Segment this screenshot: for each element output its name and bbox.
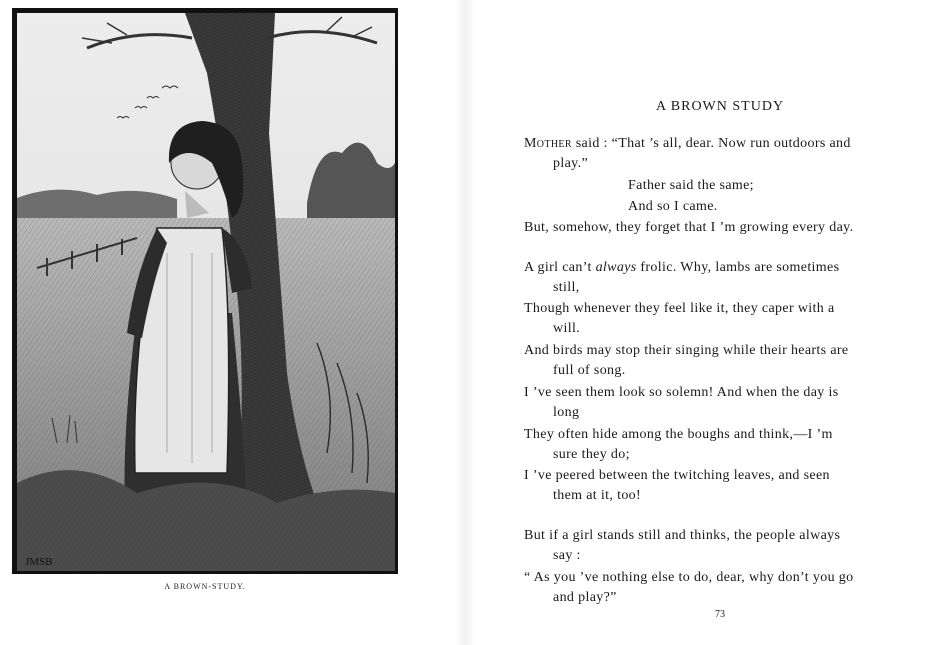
poem-line-continuation: and play?” [553, 590, 617, 605]
poem-line-continuation: play.” [553, 156, 589, 171]
page-number: 73 [715, 609, 725, 620]
poem-line: I ’ve peered between the twitching leaves, and seen [524, 468, 830, 483]
poem-line-continuation: will. [553, 321, 581, 336]
poem-line-continuation: say : [553, 548, 581, 563]
poem-line [524, 259, 839, 277]
poem-line [524, 135, 851, 153]
artist-signature: JMSB [25, 556, 53, 568]
poem-line-continuation: full of song. [553, 363, 626, 378]
plate-caption: A BROWN-STUDY. [164, 582, 246, 591]
poem-title: A BROWN STUDY [655, 99, 785, 114]
poem-line-continuation: still, [553, 280, 580, 295]
emphasis-word: always [595, 260, 637, 275]
poem-line-continuation: them at it, too! [553, 488, 642, 503]
line-text: A girl can’t [524, 260, 596, 275]
poem-line-continuation: sure they do; [553, 447, 630, 462]
poem-line: They often hide among the boughs and think,—I ’m [524, 427, 833, 442]
poem-line: But, somehow, they forget that I ’m growing every day. [524, 220, 854, 235]
line-text: said : “That ’s all, dear. Now run outdoors and [571, 136, 851, 151]
poem-line: Though whenever they feel like it, they caper with a [524, 301, 835, 316]
line-text: frolic. Why, lambs are sometimes [636, 260, 840, 275]
poem-line-continuation: long [553, 405, 580, 420]
poem-line: “ As you ’ve nothing else to do, dear, why don’t you go [524, 570, 854, 585]
poem-line: And so I came. [628, 199, 718, 214]
speaker-name: Mother [524, 136, 572, 151]
poem-line: I ’ve seen them look so solemn! And when the day is [524, 385, 839, 400]
poem-line: And birds may stop their singing while their hearts are [524, 343, 849, 358]
poem-line: But if a girl stands still and thinks, the people always [524, 528, 841, 543]
poem-line: Father said the same; [628, 178, 754, 193]
